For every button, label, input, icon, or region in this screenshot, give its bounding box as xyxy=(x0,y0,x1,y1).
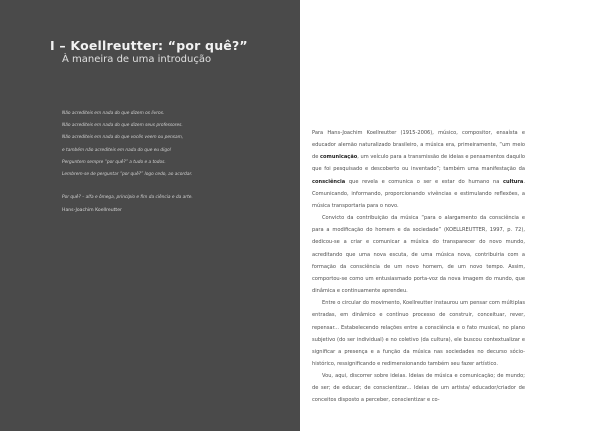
paragraph-2: Convicto da contribuição da música “para o alargamento da consciência e para a modificação do homem e da sociedade” (KOELLREUTTER, 1997, p. 72), dedicou-se a criar e comunicar a música do transparecer do novo mundo, acreditando que uma nova escuta, de uma música nova, contribuiria com a formação da consciência de um novo homem, de um novo tempo. Assim, comportou-se como um entusiasmado porta-voz da nova imagem do mundo, que dinâmica e continuamente aprendeu. xyxy=(312,215,525,295)
text-span: Para Hans-Joachim Koellreutter (1915-2006), músico, compositor, ensaísta e educador alemão naturalizado brasileiro, a música era, primeiramente, “um meio de xyxy=(312,130,525,161)
epigraph xyxy=(62,108,287,181)
chapter-title: I – Koellreutter: “por quê?” xyxy=(50,38,248,53)
paragraph-3: Entre o circular do movimento, Koellreutter instaurou um pensar com múltiplas entradas, em dinâmico e contínuo processo de construir, conceituar, rever, repensar... Estabelecendo relações entre a consciência e o fato musical, no plano subjetivo (do ser individual) e no coletivo (da cultura), ele buscou contextualizar e significar a presença e a função da música nas sociedades no decurso sócio-histórico, ressignificando e redimensionando também seu fazer artístico. xyxy=(312,300,525,367)
epigraph-line: Lembrem-se de perguntar “por quê?” logo cedo, ao acordar. xyxy=(62,172,193,178)
epigraph-line: Não acrediteis em nada do que dizem seus professores. xyxy=(62,123,183,129)
bold-term: cultura xyxy=(502,178,524,185)
body-text xyxy=(312,127,525,407)
epigraph-line: Perguntem sempre “por quê?” a tudo e a todos. xyxy=(62,159,166,165)
paragraph-1 xyxy=(312,127,525,212)
epigraph-line: Não acrediteis em nada do que vocês veem ou pensam, xyxy=(62,135,184,141)
epigraph-attribution: Hans-Joachim Koellreutter xyxy=(62,208,122,213)
text-span: , um veículo para a transmissão de ideias e pensamentos daquilo que foi pesquisado e descoberto ou inventado”; também uma manifestação da xyxy=(312,154,525,173)
text-span: que revela e comunica o ser e estar do humano na xyxy=(345,178,503,185)
epigraph-line: Não acrediteis em nada do que dizem os livros. xyxy=(62,111,165,116)
right-page xyxy=(300,0,600,431)
chapter-subtitle: À maneira de uma introdução xyxy=(62,54,212,65)
epigraph-line: e também não acrediteis em nada do que eu digo! xyxy=(62,147,172,153)
epigraph-quote: Por quê? – alfa e ômega, princípio e fim da ciência e da arte. xyxy=(62,195,193,200)
bold-term: consciência xyxy=(312,178,346,185)
paragraph-4: Vou, aqui, discorrer sobre ideias. Ideias de música e comunicação; de mundo; de ser; de educar; de conscientizar... Ideias de um artista/ educador/criador de conceitos disposto a perceber, conscientizar e co- xyxy=(312,373,525,404)
bold-term: comunicação xyxy=(320,154,358,161)
text-span: . Comunicando, informando, proporcionando vivências e estimulando reflexões, a música transportaria para o novo. xyxy=(312,178,525,209)
